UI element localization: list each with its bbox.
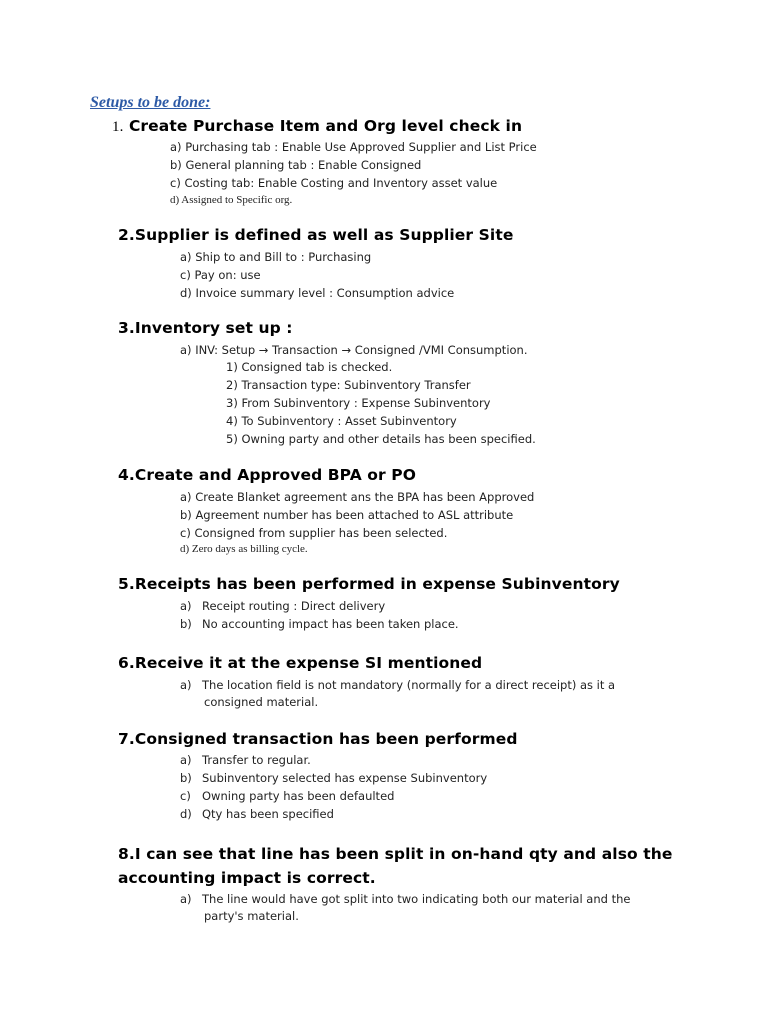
section-5-item-a	[180, 599, 385, 613]
section-1-heading	[112, 117, 522, 136]
section-7-item-d-text: Qty has been specified	[202, 807, 334, 821]
section-3-heading: 3.Inventory set up :	[118, 319, 293, 337]
section-1-item-d: d) Assigned to Specific org.	[170, 194, 293, 206]
section-5-item-a-text: Receipt routing : Direct delivery	[202, 599, 386, 613]
section-5-heading: 5.Receipts has been performed in expense Subinventory	[118, 575, 620, 593]
section-7-item-a-text: Transfer to regular.	[202, 753, 311, 767]
section-7-item-d	[180, 807, 334, 821]
section-1-number: 1.	[112, 119, 124, 135]
section-6-item-a	[180, 678, 615, 692]
section-6-item-a-text: The location field is not mandatory (normally for a direct receipt) as it a	[202, 678, 616, 692]
setups-title: Setups to be done:	[90, 94, 211, 111]
section-8-item-a-continued: party's material.	[204, 909, 299, 923]
section-2-item-a: a) Ship to and Bill to : Purchasing	[180, 250, 372, 264]
section-1-item-a: a) Purchasing tab : Enable Use Approved Supplier and List Price	[170, 140, 537, 154]
section-2-heading: 2.Supplier is defined as well as Supplier Site	[118, 226, 514, 244]
section-7-item-a	[180, 753, 311, 767]
section-4-item-d: d) Zero days as billing cycle.	[180, 543, 308, 555]
section-7-item-c	[180, 789, 394, 803]
section-1-item-c: c) Costing tab: Enable Costing and Inventory asset value	[170, 176, 498, 190]
section-3-subitem-4: 4) To Subinventory : Asset Subinventory	[226, 414, 457, 428]
section-5-item-b-text: No accounting impact has been taken place.	[202, 617, 459, 631]
section-2-item-d: d) Invoice summary level : Consumption advice	[180, 286, 455, 300]
section-1-item-b: b) General planning tab : Enable Consigned	[170, 158, 422, 172]
section-1-heading-text: Create Purchase Item and Org level check in	[128, 117, 523, 135]
section-2-item-c: c) Pay on: use	[180, 268, 261, 282]
section-8-heading-continued: accounting impact is correct.	[118, 869, 376, 887]
section-8-item-a-label: a)	[180, 892, 192, 906]
section-6-item-a-label: a)	[180, 678, 192, 692]
section-7-item-b-text: Subinventory selected has expense Subinventory	[202, 771, 488, 785]
section-7-item-c-text: Owning party has been defaulted	[202, 789, 395, 803]
section-6-item-a-continued: consigned material.	[204, 695, 319, 709]
section-8-item-a	[180, 892, 630, 906]
section-4-item-a: a) Create Blanket agreement ans the BPA has been Approved	[180, 490, 535, 504]
section-8-heading: 8.I can see that line has been split in on-hand qty and also the	[118, 845, 673, 863]
section-3-subitem-5: 5) Owning party and other details has been specified.	[226, 432, 536, 446]
section-4-item-b: b) Agreement number has been attached to ASL attribute	[180, 508, 514, 522]
section-4-heading: 4.Create and Approved BPA or PO	[118, 466, 417, 484]
section-4-item-c: c) Consigned from supplier has been selected.	[180, 526, 448, 540]
section-8-item-a-text: The line would have got split into two indicating both our material and the	[202, 892, 631, 906]
section-7-item-d-label: d)	[180, 807, 192, 821]
section-7-item-c-label: c)	[180, 789, 191, 803]
section-3-subitem-1: 1) Consigned tab is checked.	[226, 360, 393, 374]
section-5-item-b	[180, 617, 459, 631]
section-7-item-a-label: a)	[180, 753, 192, 767]
section-3-subitem-3: 3) From Subinventory : Expense Subinventory	[226, 396, 491, 410]
section-7-heading: 7.Consigned transaction has been performed	[118, 730, 518, 748]
section-5-item-b-label: b)	[180, 617, 192, 631]
section-5-item-a-label: a)	[180, 599, 192, 613]
section-7-item-b-label: b)	[180, 771, 192, 785]
section-3-subitem-2: 2) Transaction type: Subinventory Transfer	[226, 378, 471, 392]
section-7-item-b	[180, 771, 487, 785]
section-3-item-a: a) INV: Setup → Transaction → Consigned /VMI Consumption.	[180, 343, 528, 357]
section-6-heading: 6.Receive it at the expense SI mentioned	[118, 654, 483, 672]
